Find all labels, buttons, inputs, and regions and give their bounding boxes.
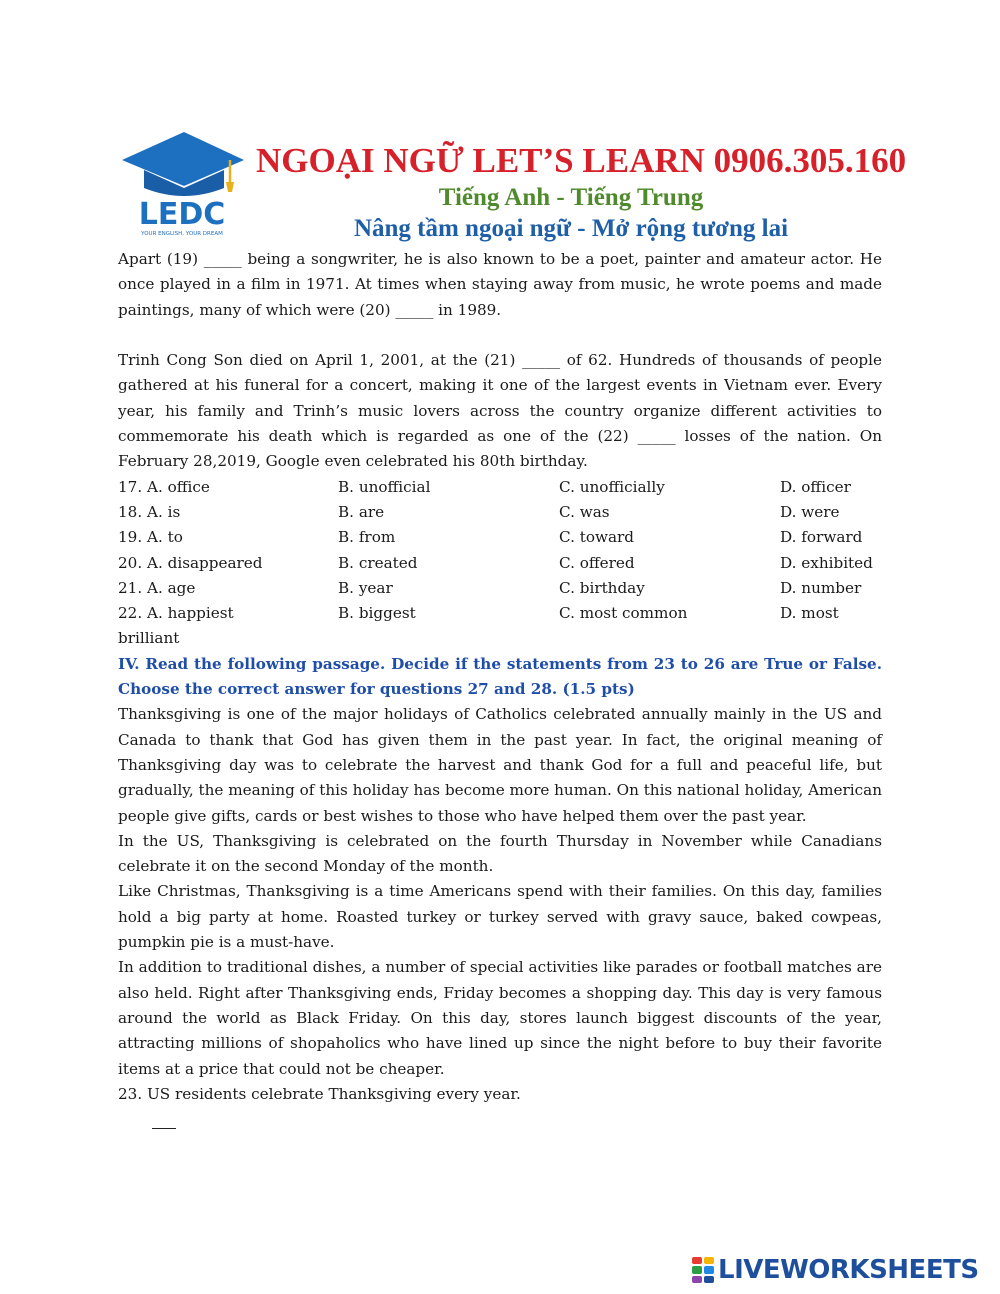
option-a[interactable]: A. age bbox=[147, 578, 196, 597]
option-a[interactable]: A. is bbox=[147, 502, 181, 521]
option-c[interactable]: C. was bbox=[559, 502, 610, 521]
option-a[interactable]: A. disappeared bbox=[147, 553, 263, 572]
liveworksheets-watermark bbox=[692, 1254, 979, 1286]
question-number: 20. bbox=[118, 553, 143, 572]
question-row bbox=[118, 525, 882, 550]
option-d[interactable]: D. number bbox=[780, 578, 862, 597]
option-d-wrap: brilliant bbox=[118, 629, 180, 648]
blank-19[interactable]: _____ bbox=[203, 250, 242, 268]
reading-paragraph: In addition to traditional dishes, a number of special activities like parades or football matches are also held. Right after Thanksgiving ends, Friday becomes a shopping day. This day is very famous around the world as Black Friday. On this day, stores launch biggest discounts of the year, attracting millions of shopaholics who have lined up since the night before to buy their favorite items at a price that could not be cheaper. bbox=[118, 958, 882, 1078]
option-d[interactable]: D. forward bbox=[780, 528, 863, 547]
option-c[interactable]: C. toward bbox=[559, 528, 635, 547]
watermark-text: LIVEWORKSHEETS bbox=[718, 1255, 979, 1285]
option-a[interactable]: A. to bbox=[147, 528, 183, 547]
question-number: 17. bbox=[118, 477, 143, 496]
option-d[interactable]: D. were bbox=[780, 502, 840, 521]
option-b[interactable]: B. are bbox=[338, 502, 385, 521]
logo-tagline: YOUR ENGLISH, YOUR DREAM bbox=[141, 231, 223, 237]
question-number: 18. bbox=[118, 502, 143, 521]
blank-22[interactable]: _____ bbox=[637, 427, 676, 446]
question-number: 19. bbox=[118, 528, 143, 547]
question-number: 22. bbox=[118, 604, 143, 623]
statement-23 bbox=[118, 1082, 882, 1107]
logo-text: LEDC bbox=[138, 197, 226, 232]
option-a[interactable]: A. happiest bbox=[147, 604, 234, 623]
option-d[interactable]: D. officer bbox=[780, 477, 851, 496]
option-b[interactable]: B. unofficial bbox=[338, 477, 431, 496]
brand-subtitle: Tiếng Anh - Tiếng Trung bbox=[438, 184, 704, 211]
question-row bbox=[118, 475, 882, 500]
option-b[interactable]: B. from bbox=[338, 528, 396, 547]
option-b[interactable]: B. created bbox=[338, 553, 418, 572]
brand-title: NGOẠI NGỮ LET’S LEARN 0906.305.160 bbox=[256, 141, 907, 180]
answer-blank[interactable] bbox=[152, 1128, 176, 1129]
reading-paragraph: In the US, Thanksgiving is celebrated on the fourth Thursday in November while Canadians celebrate it on the second Monday of the month. bbox=[118, 831, 882, 876]
ledc-logo bbox=[118, 130, 246, 238]
reading-paragraph: Like Christmas, Thanksgiving is a time Americans spend with their families. On this day, families hold a big party at home. Roasted turkey or turkey served with gravy sauce, baked cowpeas, pumpkin pie is a must-have. bbox=[118, 882, 882, 952]
option-a[interactable]: A. office bbox=[147, 477, 210, 496]
statement-text: US residents celebrate Thanksgiving every year. bbox=[147, 1084, 521, 1103]
reading-paragraph: Thanksgiving is one of the major holidays of Catholics celebrated annually mainly in the US and Canada to thank that God has given them in the past year. In fact, the original meaning of Thanksgiving day was to celebrate the harvest and thank God for a full and peaceful life, but gradually, the meaning of this holiday has become more human. On this national holiday, American people give gifts, cards or best wishes to those who have helped them over the past year. bbox=[118, 705, 882, 825]
blank-20[interactable]: _____ bbox=[395, 300, 434, 319]
section-heading: IV. Read the following passage. Decide if the statements from 23 to 26 are True or False. Choose the correct answer for questions 27 and 28. (1.5 pts) bbox=[118, 654, 882, 699]
option-c[interactable]: C. most common bbox=[559, 604, 688, 623]
option-c[interactable]: C. offered bbox=[559, 553, 635, 572]
question-list bbox=[118, 475, 882, 652]
question-row bbox=[118, 551, 882, 576]
brand-slogan: Nâng tầm ngoại ngữ - Mở rộng tương lai bbox=[353, 215, 789, 242]
option-c[interactable]: C. birthday bbox=[559, 578, 645, 597]
question-number: 23. bbox=[118, 1084, 143, 1103]
option-d[interactable]: D. exhibited bbox=[780, 553, 873, 572]
question-number: 21. bbox=[118, 578, 143, 597]
worksheet-content bbox=[118, 247, 882, 1107]
brand-header bbox=[256, 138, 907, 245]
question-row bbox=[118, 500, 882, 525]
option-c[interactable]: C. unofficially bbox=[559, 477, 665, 496]
question-row bbox=[118, 601, 882, 626]
blank-21[interactable]: _____ bbox=[522, 351, 561, 370]
option-b[interactable]: B. year bbox=[338, 578, 393, 597]
graduation-cap-icon bbox=[118, 130, 246, 238]
liveworksheets-logo-icon bbox=[692, 1257, 714, 1283]
passage-paragraph-2: Trinh Cong Son died on April 1, 2001, at the (21) _____ of 62. Hundreds of thousands of people gathered at his funeral for a concert, making it one of the largest events in Vietnam ever. Every year, his family and Trinh’s music lovers across the country organize different activities to commemorate his death which is regarded as one of the (22) _____ losses of the nation. On February 28,2019, Google even celebrated his 80th birthday. bbox=[118, 348, 882, 474]
question-row bbox=[118, 576, 882, 601]
option-d[interactable]: D. most bbox=[780, 604, 839, 623]
passage-paragraph-1: Apart (19) _____ being a songwriter, he is also known to be a poet, painter and amateur actor. He once played in a film in 1971. At times when staying away from music, he wrote poems and made paintings, many of which were (20) _____ in 1989. bbox=[118, 247, 882, 323]
option-b[interactable]: B. biggest bbox=[338, 604, 416, 623]
